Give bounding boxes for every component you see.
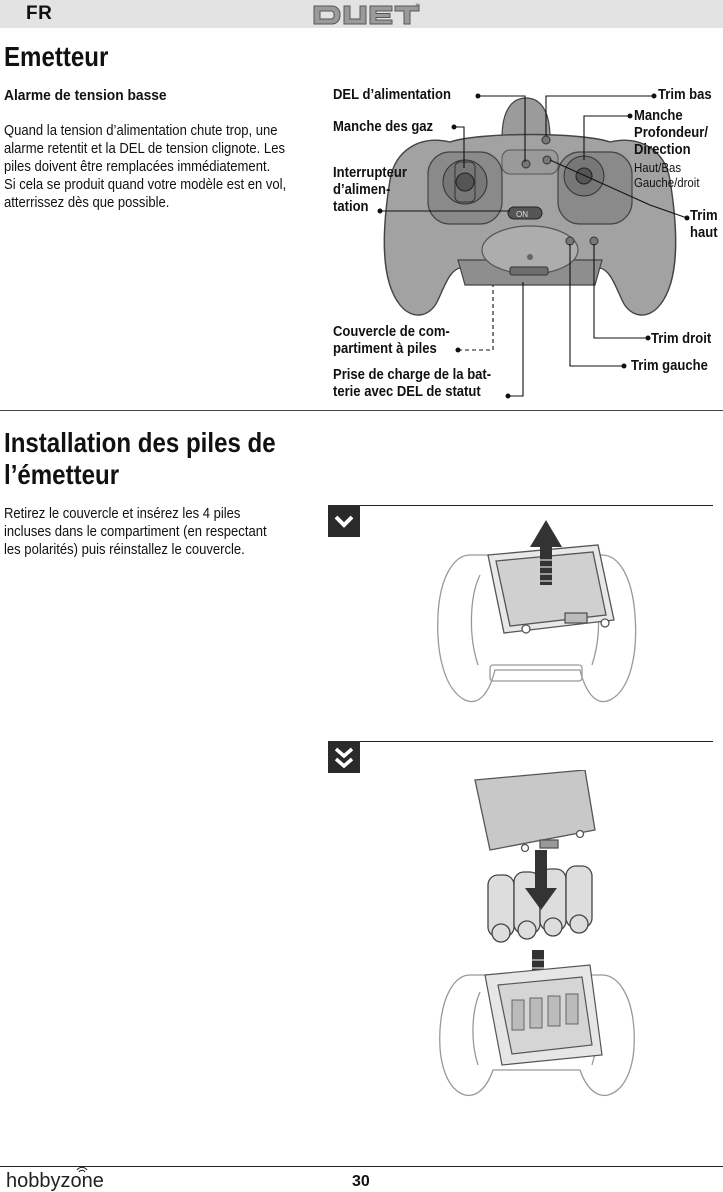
paragraph-line: atterrissez dès que possible. xyxy=(4,195,170,211)
trademark-mark: ™ xyxy=(415,3,420,9)
label-power-led: DEL d’alimentation xyxy=(333,87,451,103)
label-elevator-directions: Haut/Bas Gauche/droit xyxy=(634,160,700,190)
label-charge-port: Prise de charge de la bat- terie avec DEL de statut xyxy=(333,367,492,400)
step1-rule xyxy=(328,505,713,506)
battery-cover-removal-illustration xyxy=(430,515,640,715)
hobbyzone-logo xyxy=(4,1162,144,1192)
section-title-installation: Installation des piles de l’émetteur xyxy=(4,427,276,490)
paragraph-line: les polarités) puis réinstallez le couvercle. xyxy=(4,542,245,558)
duet-logo xyxy=(312,2,422,28)
chevron-single-icon xyxy=(328,505,360,537)
label-trim-left: Trim gauche xyxy=(631,358,708,374)
label-throttle-stick: Manche des gaz xyxy=(333,119,434,135)
label-trim-up: Trim haut xyxy=(690,208,718,241)
section-title-emetteur: Emetteur xyxy=(4,41,109,72)
step2-rule xyxy=(328,741,713,742)
paragraph-line: incluses dans le compartiment (en respectant xyxy=(4,524,267,540)
low-voltage-paragraph xyxy=(4,122,286,212)
page-number: 30 xyxy=(352,1173,370,1190)
paragraph-line: piles doivent être remplacées immédiatement. xyxy=(4,159,271,175)
language-label: FR xyxy=(26,3,53,24)
chevron-double-icon xyxy=(328,741,360,773)
battery-insertion-illustration xyxy=(430,770,640,1100)
paragraph-line: Retirez le couvercle et insérez les 4 piles xyxy=(4,506,241,522)
paragraph-line: Si cela se produit quand votre modèle est en vol, xyxy=(4,177,287,193)
label-battery-cover: Couvercle de com- partiment à piles xyxy=(333,324,450,357)
paragraph-line: alarme retentit et la DEL de tension clignote. Les xyxy=(4,141,285,157)
section-divider xyxy=(0,410,723,411)
label-trim-right: Trim droit xyxy=(651,331,712,347)
svg-text:hobbyzone: hobbyzone xyxy=(6,1170,104,1192)
label-elevator-stick: Manche Profondeur/ Direction xyxy=(634,108,708,158)
label-power-switch: Interrupteur d’alimen- tation xyxy=(333,165,407,215)
subtitle-low-voltage: Alarme de tension basse xyxy=(4,87,167,104)
power-switch-text: ON xyxy=(516,210,528,219)
paragraph-line: Quand la tension d’alimentation chute trop, une xyxy=(4,123,278,139)
label-trim-down: Trim bas xyxy=(658,87,712,103)
installation-paragraph xyxy=(4,505,267,559)
